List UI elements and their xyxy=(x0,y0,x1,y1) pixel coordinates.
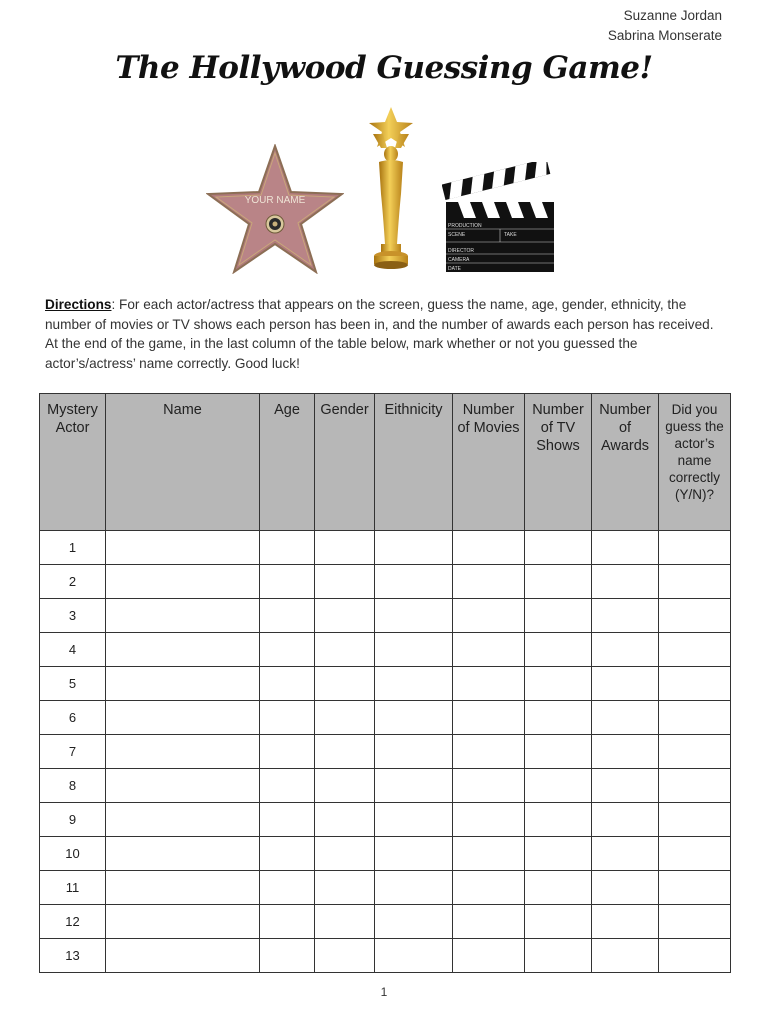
movies-cell[interactable] xyxy=(453,837,525,871)
tv-shows-cell[interactable] xyxy=(525,531,592,565)
age-cell[interactable] xyxy=(260,735,315,769)
movies-cell[interactable] xyxy=(453,735,525,769)
gender-cell[interactable] xyxy=(315,565,375,599)
header-mystery-actor: Mystery Actor xyxy=(40,394,106,531)
walk-of-fame-star-icon xyxy=(206,144,344,274)
awards-cell[interactable] xyxy=(592,565,659,599)
name-cell[interactable] xyxy=(106,939,260,973)
ethnicity-cell[interactable] xyxy=(375,939,453,973)
movies-cell[interactable] xyxy=(453,667,525,701)
name-cell[interactable] xyxy=(106,531,260,565)
awards-cell[interactable] xyxy=(592,803,659,837)
age-cell[interactable] xyxy=(260,531,315,565)
header-gender: Gender xyxy=(315,394,375,531)
row-number-cell: 5 xyxy=(40,667,106,701)
movies-cell[interactable] xyxy=(453,565,525,599)
table-row xyxy=(40,531,731,565)
row-number-cell: 1 xyxy=(40,531,106,565)
age-cell[interactable] xyxy=(260,667,315,701)
name-cell[interactable] xyxy=(106,803,260,837)
movies-cell[interactable] xyxy=(453,939,525,973)
oscar-statue-icon xyxy=(343,104,439,272)
table-row xyxy=(40,735,731,769)
name-cell[interactable] xyxy=(106,701,260,735)
header-guessed-correctly: Did you guess the actor’s name correctly (Y/N)? xyxy=(659,394,731,531)
gender-cell[interactable] xyxy=(315,667,375,701)
table-header-row xyxy=(40,394,731,531)
gender-cell[interactable] xyxy=(315,531,375,565)
ethnicity-cell[interactable] xyxy=(375,667,453,701)
awards-cell[interactable] xyxy=(592,837,659,871)
directions-paragraph xyxy=(45,295,721,373)
ethnicity-cell[interactable] xyxy=(375,837,453,871)
table-row xyxy=(40,701,731,735)
guessed-cell[interactable] xyxy=(659,905,731,939)
movies-cell[interactable] xyxy=(453,905,525,939)
gender-cell[interactable] xyxy=(315,735,375,769)
header-ethnicity: Eithnicity xyxy=(375,394,453,531)
name-cell[interactable] xyxy=(106,735,260,769)
gender-cell[interactable] xyxy=(315,905,375,939)
tv-shows-cell[interactable] xyxy=(525,769,592,803)
table-row xyxy=(40,667,731,701)
name-cell[interactable] xyxy=(106,905,260,939)
table-row xyxy=(40,599,731,633)
header-number-of-awards: Number of Awards xyxy=(592,394,659,531)
clapboard-label: PRODUCTION xyxy=(448,223,482,229)
tv-shows-cell[interactable] xyxy=(525,633,592,667)
star-name-text: YOUR NAME xyxy=(244,195,306,206)
row-number-cell: 8 xyxy=(40,769,106,803)
age-cell[interactable] xyxy=(260,701,315,735)
name-cell[interactable] xyxy=(106,667,260,701)
tv-shows-cell[interactable] xyxy=(525,701,592,735)
row-number-cell: 12 xyxy=(40,905,106,939)
table-row xyxy=(40,769,731,803)
gender-cell[interactable] xyxy=(315,633,375,667)
ethnicity-cell[interactable] xyxy=(375,633,453,667)
awards-cell[interactable] xyxy=(592,531,659,565)
age-cell[interactable] xyxy=(260,565,315,599)
tv-shows-cell[interactable] xyxy=(525,803,592,837)
name-cell[interactable] xyxy=(106,565,260,599)
guessed-cell[interactable] xyxy=(659,667,731,701)
ethnicity-cell[interactable] xyxy=(375,905,453,939)
row-number-cell: 6 xyxy=(40,701,106,735)
gender-cell[interactable] xyxy=(315,939,375,973)
name-cell[interactable] xyxy=(106,633,260,667)
page-number: 1 xyxy=(380,985,388,999)
table-row xyxy=(40,871,731,905)
guessed-cell[interactable] xyxy=(659,599,731,633)
age-cell[interactable] xyxy=(260,837,315,871)
header-name: Name xyxy=(106,394,260,531)
age-cell[interactable] xyxy=(260,633,315,667)
awards-cell[interactable] xyxy=(592,905,659,939)
movies-cell[interactable] xyxy=(453,871,525,905)
age-cell[interactable] xyxy=(260,803,315,837)
name-cell[interactable] xyxy=(106,871,260,905)
clapboard-label: CAMERA xyxy=(448,257,470,263)
awards-cell[interactable] xyxy=(592,939,659,973)
gender-cell[interactable] xyxy=(315,701,375,735)
header-number-of-movies: Number of Movies xyxy=(453,394,525,531)
name-cell[interactable] xyxy=(106,769,260,803)
ethnicity-cell[interactable] xyxy=(375,701,453,735)
author-name: Suzanne Jordan xyxy=(623,8,722,23)
gender-cell[interactable] xyxy=(315,837,375,871)
tv-shows-cell[interactable] xyxy=(525,735,592,769)
tv-shows-cell[interactable] xyxy=(525,905,592,939)
age-cell[interactable] xyxy=(260,905,315,939)
row-number-cell: 13 xyxy=(40,939,106,973)
row-number-cell: 9 xyxy=(40,803,106,837)
guessed-cell[interactable] xyxy=(659,701,731,735)
awards-cell[interactable] xyxy=(592,633,659,667)
guessed-cell[interactable] xyxy=(659,871,731,905)
tv-shows-cell[interactable] xyxy=(525,939,592,973)
ethnicity-cell[interactable] xyxy=(375,803,453,837)
clapperboard-icon xyxy=(442,162,558,272)
tv-shows-cell[interactable] xyxy=(525,667,592,701)
guessed-cell[interactable] xyxy=(659,531,731,565)
name-cell[interactable] xyxy=(106,837,260,871)
guessed-cell[interactable] xyxy=(659,837,731,871)
gender-cell[interactable] xyxy=(315,871,375,905)
clapboard-label: SCENE xyxy=(448,232,466,238)
age-cell[interactable] xyxy=(260,599,315,633)
gender-cell[interactable] xyxy=(315,599,375,633)
movies-cell[interactable] xyxy=(453,769,525,803)
tv-shows-cell[interactable] xyxy=(525,599,592,633)
ethnicity-cell[interactable] xyxy=(375,769,453,803)
header-age: Age xyxy=(260,394,315,531)
movies-cell[interactable] xyxy=(453,633,525,667)
table-row xyxy=(40,905,731,939)
row-number-cell: 3 xyxy=(40,599,106,633)
guessed-cell[interactable] xyxy=(659,735,731,769)
row-number-cell: 2 xyxy=(40,565,106,599)
guessing-table xyxy=(39,393,731,973)
page-title: The Hollywood Guessing Game! xyxy=(115,50,653,86)
header-number-of-tv-shows: Number of TV Shows xyxy=(525,394,592,531)
guessed-cell[interactable] xyxy=(659,565,731,599)
table-row xyxy=(40,565,731,599)
table-body xyxy=(40,531,731,973)
tv-shows-cell[interactable] xyxy=(525,871,592,905)
row-number-cell: 11 xyxy=(40,871,106,905)
guessed-cell[interactable] xyxy=(659,803,731,837)
tv-shows-cell[interactable] xyxy=(525,565,592,599)
awards-cell[interactable] xyxy=(592,769,659,803)
ethnicity-cell[interactable] xyxy=(375,599,453,633)
awards-cell[interactable] xyxy=(592,701,659,735)
ethnicity-cell[interactable] xyxy=(375,871,453,905)
tv-shows-cell[interactable] xyxy=(525,837,592,871)
directions-text: : For each actor/actress that appears on the screen, guess the name, age, gender, ethnicity, the number of movies or TV shows each person has been in, and the number of awards each person has received. At the end of the game, in the last column of the table below, mark whether or not you guessed the actor’s/actress’ name correctly. Good luck! xyxy=(45,297,714,371)
author-list xyxy=(608,6,722,46)
movies-cell[interactable] xyxy=(453,701,525,735)
guessed-cell[interactable] xyxy=(659,633,731,667)
movies-cell[interactable] xyxy=(453,803,525,837)
decorative-images xyxy=(0,100,768,275)
name-cell[interactable] xyxy=(106,599,260,633)
row-number-cell: 7 xyxy=(40,735,106,769)
clapboard-label: TAKE xyxy=(504,232,517,238)
table-row xyxy=(40,837,731,871)
gender-cell[interactable] xyxy=(315,769,375,803)
ethnicity-cell[interactable] xyxy=(375,565,453,599)
awards-cell[interactable] xyxy=(592,735,659,769)
awards-cell[interactable] xyxy=(592,667,659,701)
table-row xyxy=(40,633,731,667)
clapboard-label: DIRECTOR xyxy=(448,248,475,254)
ethnicity-cell[interactable] xyxy=(375,735,453,769)
awards-cell[interactable] xyxy=(592,871,659,905)
ethnicity-cell[interactable] xyxy=(375,531,453,565)
table-row xyxy=(40,803,731,837)
guessed-cell[interactable] xyxy=(659,769,731,803)
gender-cell[interactable] xyxy=(315,803,375,837)
movies-cell[interactable] xyxy=(453,531,525,565)
row-number-cell: 10 xyxy=(40,837,106,871)
awards-cell[interactable] xyxy=(592,599,659,633)
author-name: Sabrina Monserate xyxy=(607,28,722,43)
movies-cell[interactable] xyxy=(453,599,525,633)
table-row xyxy=(40,939,731,973)
row-number-cell: 4 xyxy=(40,633,106,667)
clapboard-label: DATE xyxy=(448,266,461,272)
age-cell[interactable] xyxy=(260,769,315,803)
age-cell[interactable] xyxy=(260,871,315,905)
directions-label: Directions xyxy=(45,297,112,312)
guessed-cell[interactable] xyxy=(659,939,731,973)
age-cell[interactable] xyxy=(260,939,315,973)
